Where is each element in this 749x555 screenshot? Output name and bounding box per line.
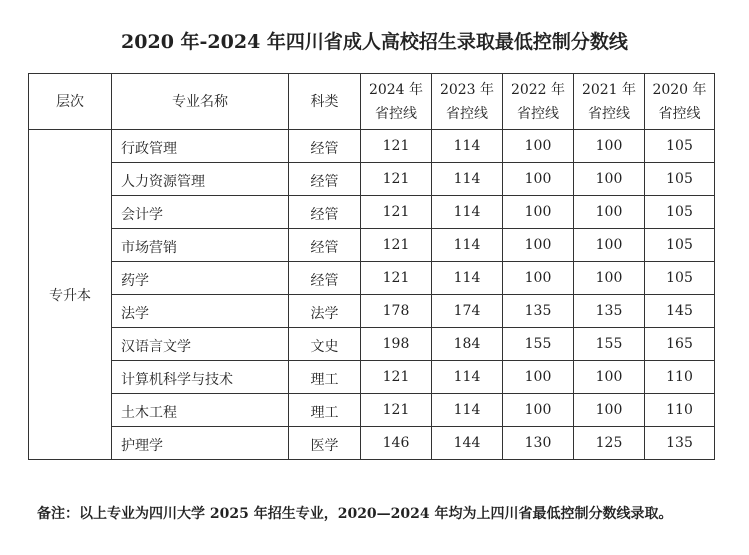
score-2020-cell: 110: [645, 394, 715, 427]
score-2021-cell: 155: [574, 328, 645, 361]
major-cell: 汉语言文学: [112, 328, 289, 361]
table-row: [29, 163, 715, 196]
table-row: [29, 361, 715, 394]
score-2022-cell: 155: [503, 328, 574, 361]
score-2024-cell: 198: [361, 328, 432, 361]
score-2021-cell: 100: [574, 361, 645, 394]
score-2021-cell: 100: [574, 196, 645, 229]
score-2024-cell: 121: [361, 196, 432, 229]
category-cell: 经管: [289, 229, 361, 262]
score-2021-cell: 100: [574, 163, 645, 196]
header-major: 专业名称: [112, 74, 289, 130]
major-cell: 行政管理: [112, 130, 289, 163]
score-2022-cell: 100: [503, 229, 574, 262]
score-2024-cell: 121: [361, 130, 432, 163]
score-2024-cell: 178: [361, 295, 432, 328]
header-2020-year: 2020 年: [652, 81, 707, 98]
category-cell: 理工: [289, 394, 361, 427]
score-2024-cell: 146: [361, 427, 432, 460]
score-2023-cell: 114: [432, 394, 503, 427]
header-2023-sub: 省控线: [446, 105, 488, 122]
header-2021-year: 2021 年: [581, 81, 637, 98]
score-2021-cell: 135: [574, 295, 645, 328]
score-2024-cell: 121: [361, 361, 432, 394]
score-2022-cell: 130: [503, 427, 574, 460]
score-2023-cell: 114: [432, 229, 503, 262]
category-cell: 经管: [289, 196, 361, 229]
score-2023-cell: 114: [432, 130, 503, 163]
header-2022-year: 2022 年: [510, 81, 566, 98]
score-2022-cell: 100: [503, 262, 574, 295]
header-2021: [574, 74, 645, 130]
score-2021-cell: 100: [574, 130, 645, 163]
category-cell: 理工: [289, 361, 361, 394]
page-title: 2020 年-2024 年四川省成人高校招生录取最低控制分数线: [121, 31, 628, 53]
header-category: 科类: [289, 74, 361, 130]
table-row: [29, 262, 715, 295]
major-cell: 会计学: [112, 196, 289, 229]
category-cell: 医学: [289, 427, 361, 460]
footnote: 备注：以上专业为四川大学 2025 年招生专业，2020—2024 年均为上四川省最低控制分数线录取。: [37, 506, 673, 522]
score-2024-cell: 121: [361, 394, 432, 427]
score-2021-cell: 125: [574, 427, 645, 460]
major-cell: 法学: [112, 295, 289, 328]
score-2022-cell: 100: [503, 196, 574, 229]
score-2022-cell: 135: [503, 295, 574, 328]
category-cell: 法学: [289, 295, 361, 328]
major-cell: 市场营销: [112, 229, 289, 262]
header-2024-sub: 省控线: [375, 105, 417, 122]
major-cell: 土木工程: [112, 394, 289, 427]
score-2022-cell: 100: [503, 130, 574, 163]
table-row: [29, 427, 715, 460]
score-2020-cell: 105: [645, 262, 715, 295]
score-2020-cell: 105: [645, 229, 715, 262]
score-2023-cell: 184: [432, 328, 503, 361]
score-2023-cell: 114: [432, 361, 503, 394]
score-2021-cell: 100: [574, 229, 645, 262]
score-2020-cell: 105: [645, 196, 715, 229]
category-cell: 经管: [289, 163, 361, 196]
table-row: [29, 196, 715, 229]
header-2022-sub: 省控线: [517, 105, 559, 122]
score-table: [28, 73, 715, 460]
score-2024-cell: 121: [361, 163, 432, 196]
score-2020-cell: 165: [645, 328, 715, 361]
score-2021-cell: 100: [574, 262, 645, 295]
category-cell: 经管: [289, 130, 361, 163]
table-row: [29, 229, 715, 262]
score-2022-cell: 100: [503, 163, 574, 196]
score-2023-cell: 114: [432, 196, 503, 229]
score-2020-cell: 105: [645, 163, 715, 196]
level-cell: 专升本: [29, 130, 112, 460]
table-row: [29, 394, 715, 427]
table-row: [29, 130, 715, 163]
table-row: [29, 328, 715, 361]
major-cell: 计算机科学与技术: [112, 361, 289, 394]
header-2024-year: 2024 年: [368, 81, 424, 98]
header-2022: [503, 74, 574, 130]
score-2020-cell: 145: [645, 295, 715, 328]
header-level: 层次: [29, 74, 112, 130]
category-cell: 经管: [289, 262, 361, 295]
header-2023: [432, 74, 503, 130]
score-2023-cell: 114: [432, 262, 503, 295]
header-2024: [361, 74, 432, 130]
header-2020: [645, 74, 715, 130]
score-2023-cell: 144: [432, 427, 503, 460]
score-2023-cell: 174: [432, 295, 503, 328]
major-cell: 人力资源管理: [112, 163, 289, 196]
major-cell: 护理学: [112, 427, 289, 460]
score-2021-cell: 100: [574, 394, 645, 427]
table-row: [29, 295, 715, 328]
header-2020-sub: 省控线: [658, 105, 701, 122]
score-2020-cell: 135: [645, 427, 715, 460]
score-2024-cell: 121: [361, 262, 432, 295]
header-2023-year: 2023 年: [439, 81, 495, 98]
score-2023-cell: 114: [432, 163, 503, 196]
header-row: [29, 74, 715, 130]
score-2022-cell: 100: [503, 361, 574, 394]
score-2020-cell: 105: [645, 130, 715, 163]
major-cell: 药学: [112, 262, 289, 295]
score-2024-cell: 121: [361, 229, 432, 262]
header-2021-sub: 省控线: [588, 105, 630, 122]
category-cell: 文史: [289, 328, 361, 361]
score-2022-cell: 100: [503, 394, 574, 427]
score-2020-cell: 110: [645, 361, 715, 394]
